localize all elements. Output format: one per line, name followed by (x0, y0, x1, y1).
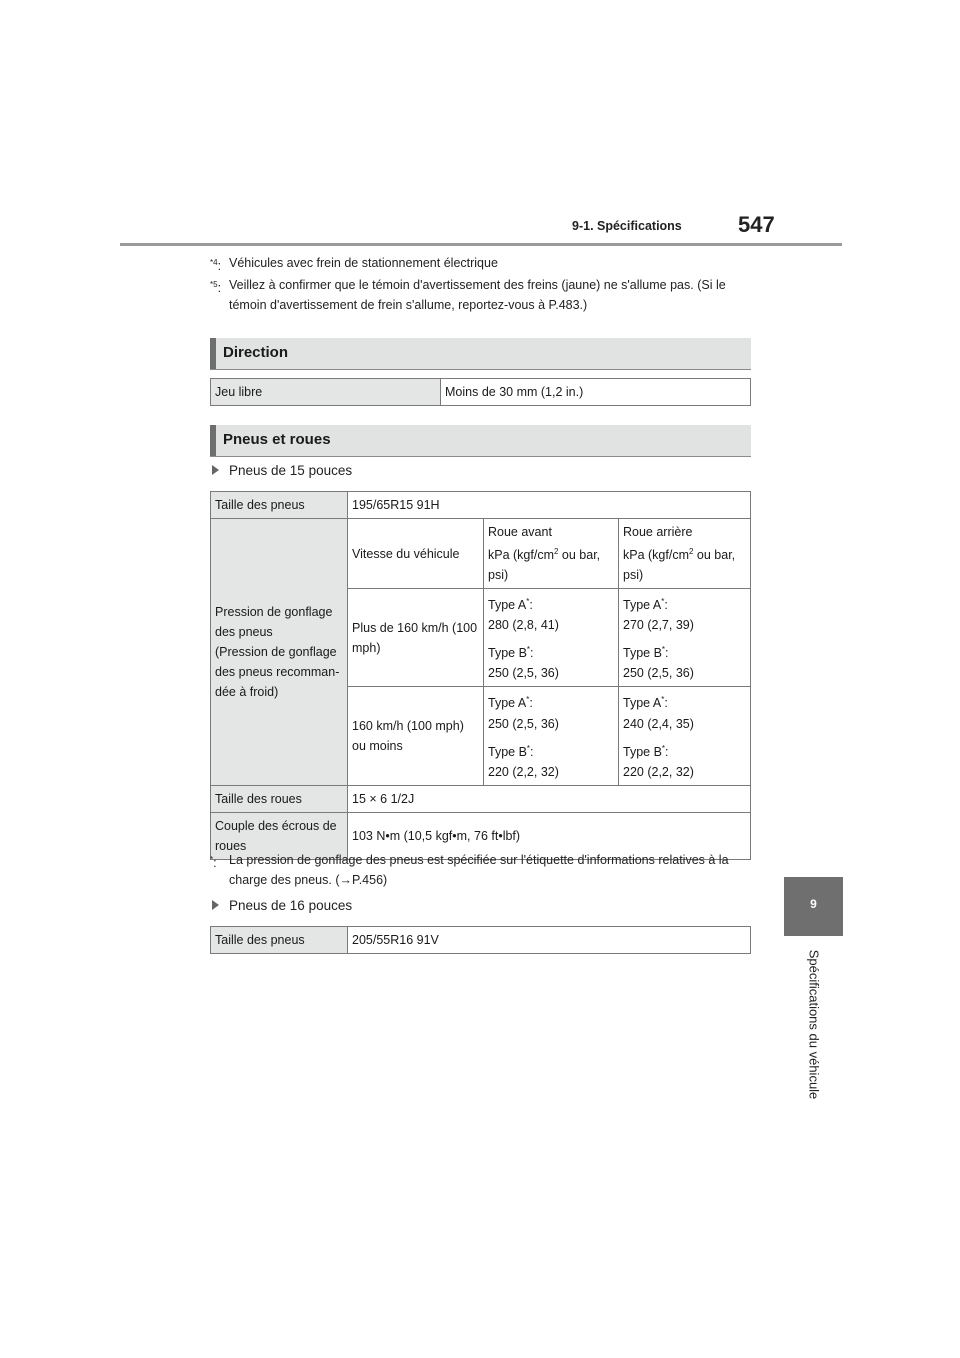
page-number: 547 (738, 212, 775, 237)
front-header: Roue avant kPa ($kgf/cm^2$ ou bar, psi) (484, 519, 619, 589)
front-high: Type A*: 280 (2,8, 41) Type B*: 250 (2,5, 36) (484, 589, 619, 687)
rear-header: Roue arrière kPa ($kgf/cm^2$ ou bar, psi) (619, 519, 751, 589)
speed-high: Plus de 160 km/h (100 mph) (348, 589, 484, 687)
pressure-label: Pression de gonflage des pneus (Pression de gonflage des pneus recomman- dée à froid) (211, 519, 348, 786)
tire-size-label: Taille des pneus (211, 492, 348, 519)
wheel-size-label: Taille des roues (211, 785, 348, 812)
tires-15-table (210, 491, 751, 860)
triangle-bullet-icon (212, 465, 219, 475)
nut-torque-value: 103 N•m (10,5 kgf•m, 76 ft•lbf) (348, 812, 751, 859)
header-rule (120, 243, 842, 246)
chapter-tab (784, 877, 843, 936)
wheels-heading: Pneus et roues (210, 425, 751, 457)
tires-16-table (210, 926, 751, 954)
front-low: Type A*: 250 (2,5, 36) Type B*: 220 (2,2, 32) (484, 687, 619, 785)
table-row (211, 492, 751, 519)
direction-table (210, 378, 751, 406)
speed-low: 160 km/h (100 mph) ou moins (348, 687, 484, 785)
wheel-size-value: 15 × 6 1/2J (348, 785, 751, 812)
pressure-footnote: *: La pression de gonflage des pneus est spécifiée sur l'étiquette d'informations relatives à la charge des pneus. (→P.456) (210, 853, 729, 887)
rear-high: Type A*: 270 (2,7, 39) Type B*: 250 (2,5, 36) (619, 589, 751, 687)
rear-low: Type A*: 240 (2,4, 35) Type B*: 220 (2,2, 32) (619, 687, 751, 785)
table-row (211, 519, 751, 589)
chapter-number: 9 (810, 897, 817, 911)
tire-size-value-16: 205/55R16 91V (348, 927, 751, 954)
note-5: $^{*5}$: Veillez à confirmer que le témoin d'avertissement des freins (jaune) ne s'allume pas. (Si le témoin d'avertissement de frein s'allume, reportez-vous à P.483.) (210, 278, 726, 312)
chapter-label: Spécifications du véhicule (806, 949, 822, 1100)
note-4: $^{*4}$: Véhicules avec frein de stationnement électrique (210, 256, 498, 274)
table-row (211, 785, 751, 812)
tire-size-value: 195/65R15 91H (348, 492, 751, 519)
subheading-16: Pneus de 16 pouces (212, 898, 352, 913)
free-play-label: Jeu libre (211, 379, 441, 406)
speed-header: Vitesse du véhicule (348, 519, 484, 589)
free-play-value: Moins de 30 mm (1,2 in.) (441, 379, 751, 406)
nut-torque-label: Couple des écrous de roues (211, 812, 348, 859)
table-row (211, 927, 751, 954)
subheading-15: Pneus de 15 pouces (212, 463, 352, 478)
direction-heading: Direction (210, 338, 751, 370)
section-title: 9-1. Spécifications (572, 219, 682, 233)
table-row (211, 379, 751, 406)
tire-size-label-16: Taille des pneus (211, 927, 348, 954)
triangle-bullet-icon (212, 900, 219, 910)
